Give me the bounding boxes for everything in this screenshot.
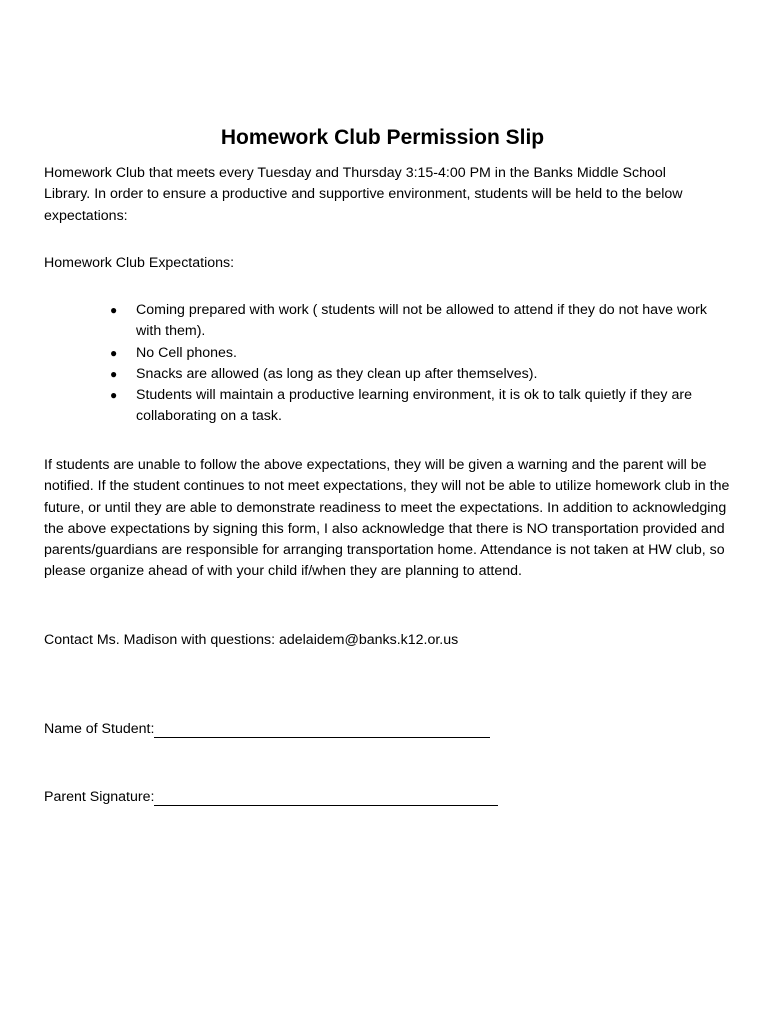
list-item <box>108 300 723 343</box>
bullet-icon: ● <box>110 345 118 360</box>
list-item-text: Students will maintain a productive learning environment, it is ok to talk quietly if they are collaborating on a task. <box>136 387 692 425</box>
bullet-icon: ● <box>110 388 118 403</box>
list-item-text: No Cell phones. <box>136 344 237 361</box>
parent-signature-line[interactable] <box>154 789 498 806</box>
list-item <box>108 343 723 364</box>
student-name-field <box>44 719 490 740</box>
list-item-text: Coming prepared with work ( students will not be allowed to attend if they do not have work with them). <box>136 302 707 340</box>
parent-signature-field <box>44 787 498 808</box>
expectations-heading: Homework Club Expectations: <box>44 255 235 271</box>
list-item-text: Snacks are allowed (as long as they clean up after themselves). <box>136 365 538 382</box>
policy-paragraph: If students are unable to follow the above expectations, they will be given a warning and the parent will be notified. If the student continues to not meet expectations, they will not be able to utilize homework club in the future, or until they are able to demonstrate readiness to meet the expectations. In addition to acknowledging the above expectations by signing this form, I also acknowledge that there is NO transportation provided and parents/guardians are responsible for arranging transportation home. Attendance is not taken at HW club, so please organize ahead of with your child if/when they are planning to attend. <box>44 457 730 580</box>
bullet-icon: ● <box>110 366 118 381</box>
bullet-icon: ● <box>110 303 118 317</box>
list-item <box>108 364 723 385</box>
page-title: Homework Club Permission Slip <box>220 126 545 149</box>
expectations-list <box>108 300 723 428</box>
contact-line: Contact Ms. Madison with questions: adelaidem@banks.k12.or.us <box>44 632 459 648</box>
student-name-label: Name of Student: <box>44 721 155 737</box>
student-name-line[interactable] <box>154 721 490 738</box>
list-item <box>108 385 723 428</box>
parent-signature-label: Parent Signature: <box>44 789 155 805</box>
intro-paragraph: Homework Club that meets every Tuesday and Thursday 3:15-4:00 PM in the Banks Middle School Library. In order to ensure a productive and supportive environment, students will be held to the below expectations: <box>44 165 683 224</box>
